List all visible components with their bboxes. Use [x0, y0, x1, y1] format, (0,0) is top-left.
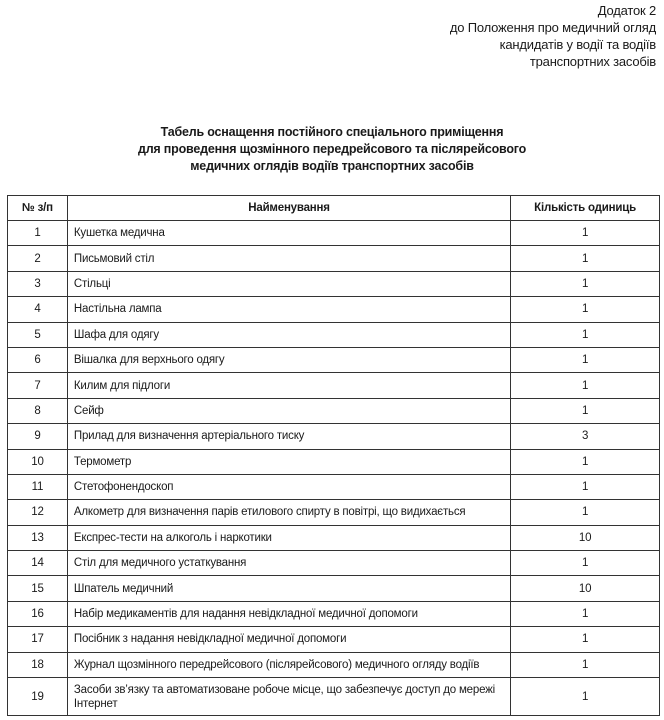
row-name: Стіл для медичного устаткування [67, 551, 510, 576]
table-row [8, 525, 660, 550]
row-number: 11 [8, 474, 68, 499]
row-quantity: 3 [511, 424, 660, 449]
row-number: 15 [8, 576, 68, 601]
row-number: 8 [8, 398, 68, 423]
table-row [8, 678, 660, 716]
row-name: Кушетка медична [67, 221, 510, 246]
document-title [0, 124, 664, 175]
table-row [8, 627, 660, 652]
table-row [8, 500, 660, 525]
table-row [8, 576, 660, 601]
row-quantity: 1 [511, 398, 660, 423]
annex-line: Додаток 2 [597, 3, 656, 18]
annex-header [356, 2, 656, 70]
row-quantity: 1 [511, 652, 660, 677]
row-number: 2 [8, 246, 68, 271]
title-line: медичних оглядів водіїв транспортних засобів [190, 159, 474, 173]
table-row [8, 246, 660, 271]
row-name: Набір медикаментів для надання невідкладної медичної допомоги [67, 601, 510, 626]
row-quantity: 10 [511, 576, 660, 601]
row-name: Засоби зв’язку та автоматизоване робоче місце, що забезпечує доступ до мережі Інтернет [67, 678, 510, 716]
row-number: 5 [8, 322, 68, 347]
row-number: 9 [8, 424, 68, 449]
table-row [8, 297, 660, 322]
annex-line: кандидатів у водії та водіїв [499, 37, 656, 52]
row-number: 14 [8, 551, 68, 576]
row-number: 16 [8, 601, 68, 626]
row-quantity: 10 [511, 525, 660, 550]
row-quantity: 1 [511, 500, 660, 525]
row-quantity: 1 [511, 322, 660, 347]
equipment-table [7, 195, 660, 716]
header-quantity: Кількість одиниць [511, 196, 660, 221]
table-row [8, 449, 660, 474]
row-name: Шпатель медичний [67, 576, 510, 601]
row-number: 13 [8, 525, 68, 550]
row-number: 4 [8, 297, 68, 322]
annex-line: до Положення про медичний огляд [449, 20, 656, 35]
row-name: Шафа для одягу [67, 322, 510, 347]
row-number: 18 [8, 652, 68, 677]
table-row [8, 221, 660, 246]
row-name: Стетофонендоскоп [67, 474, 510, 499]
table-header-row [8, 196, 660, 221]
row-name: Письмовий стіл [67, 246, 510, 271]
annex-line: транспортних засобів [529, 54, 656, 69]
row-number: 3 [8, 271, 68, 296]
row-name: Сейф [67, 398, 510, 423]
table-row [8, 322, 660, 347]
table-row [8, 474, 660, 499]
row-name: Посібник з надання невідкладної медичної допомоги [67, 627, 510, 652]
row-name: Прилад для визначення артеріального тиску [67, 424, 510, 449]
title-line: для проведення щозмінного передрейсового та післярейсового [137, 142, 527, 156]
row-name: Настільна лампа [67, 297, 510, 322]
table-row [8, 271, 660, 296]
table-row [8, 652, 660, 677]
row-name: Експрес-тести на алкоголь і наркотики [67, 525, 510, 550]
table-row [8, 347, 660, 372]
title-line: Табель оснащення постійного спеціального приміщення [160, 125, 504, 139]
row-quantity: 1 [511, 601, 660, 626]
row-quantity: 1 [511, 449, 660, 474]
row-quantity: 1 [511, 347, 660, 372]
table-row [8, 398, 660, 423]
row-quantity: 1 [511, 373, 660, 398]
row-name: Журнал щозмінного передрейсового (післярейсового) медичного огляду водіїв [67, 652, 510, 677]
row-name: Стільці [67, 271, 510, 296]
row-name: Алкометр для визначення парів етилового спирту в повітрі, що видихається [67, 500, 510, 525]
row-quantity: 1 [511, 246, 660, 271]
row-name: Килим для підлоги [67, 373, 510, 398]
row-number: 10 [8, 449, 68, 474]
row-quantity: 1 [511, 297, 660, 322]
row-quantity: 1 [511, 271, 660, 296]
table-row [8, 424, 660, 449]
row-quantity: 1 [511, 221, 660, 246]
row-name: Термометр [67, 449, 510, 474]
table-row [8, 373, 660, 398]
row-number: 17 [8, 627, 68, 652]
header-number: № з/п [8, 196, 68, 221]
row-quantity: 1 [511, 627, 660, 652]
header-name: Найменування [67, 196, 510, 221]
row-number: 6 [8, 347, 68, 372]
table-row [8, 551, 660, 576]
table-row [8, 601, 660, 626]
row-number: 7 [8, 373, 68, 398]
row-quantity: 1 [511, 551, 660, 576]
row-number: 19 [8, 678, 68, 716]
row-number: 12 [8, 500, 68, 525]
row-name: Вішалка для верхнього одягу [67, 347, 510, 372]
row-quantity: 1 [511, 474, 660, 499]
row-quantity: 1 [511, 678, 660, 716]
row-number: 1 [8, 221, 68, 246]
